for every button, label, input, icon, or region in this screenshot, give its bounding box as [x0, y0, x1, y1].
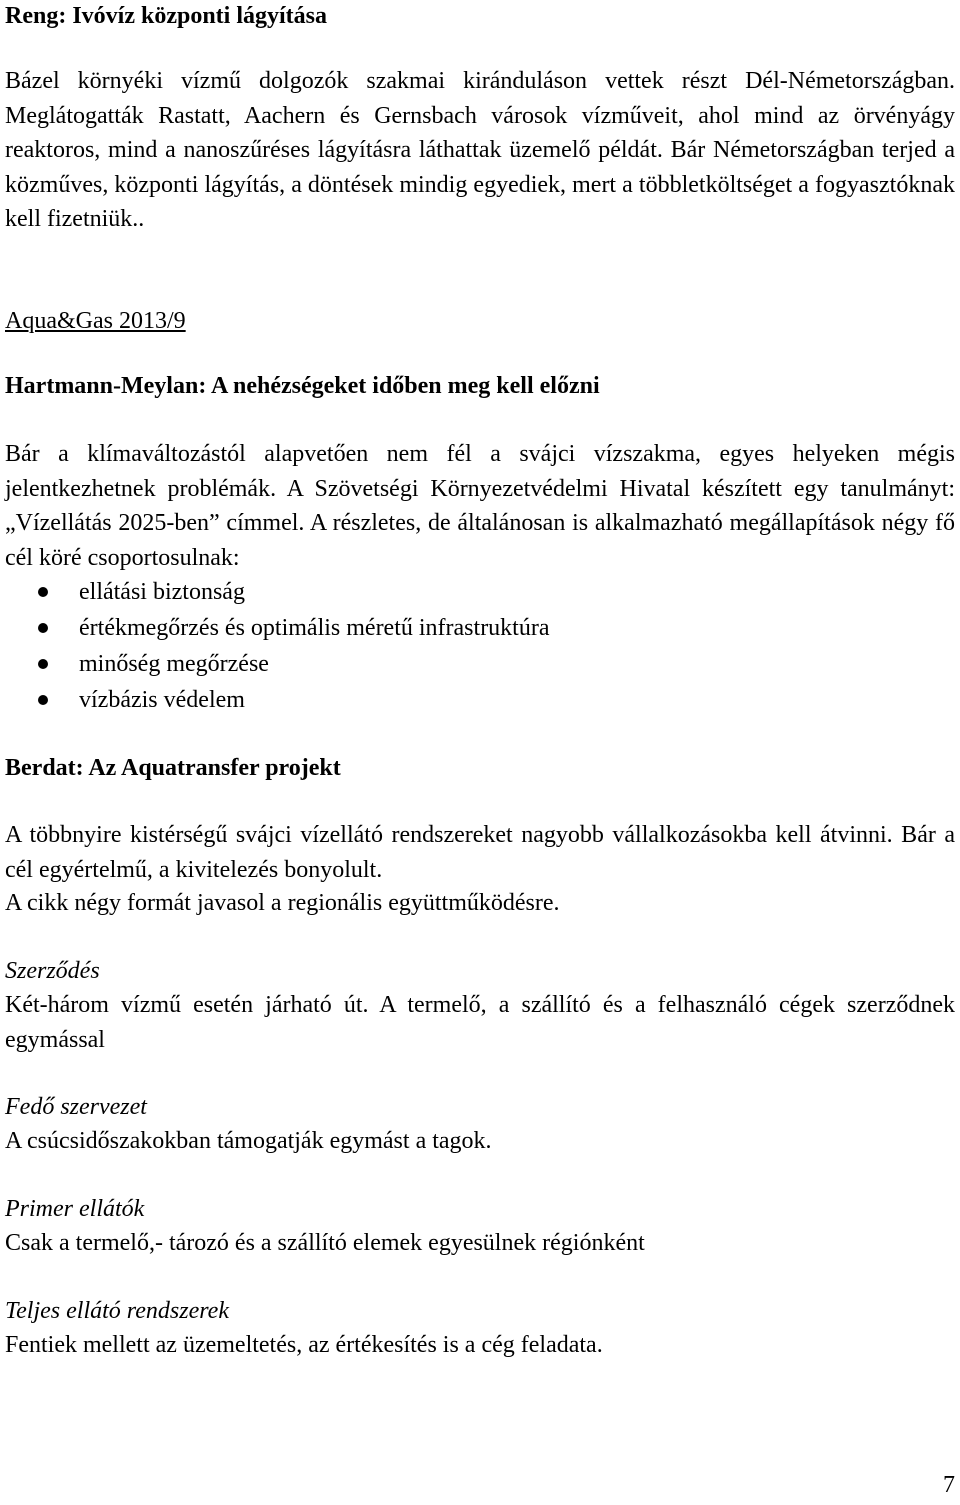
section1-body: Bázel környéki vízmű dolgozók szakmai kiránduláson vettek részt Dél-Németországban. Meglátogatták Rastatt, Aachern és Gernsbach városok vízműveit, ahol mind az örvényágy reaktoros, mind a nanoszűréses lágyításra láthattak üzemelő példát. Bár Németországban terjed a közműves, központi lágyítás, a döntések mindig egyediek, mert a többletköltséget a fogyasztóknak kell fizetniük.. [5, 68, 955, 232]
form-text: Csak a termelő,- tározó és a szállító elemek egyesülnek régiónként [5, 1230, 645, 1256]
form-text: A csúcsidőszakokban támogatják egymást a tagok. [5, 1128, 492, 1154]
source-reference: Aqua&Gas 2013/9 [5, 308, 186, 334]
form-name: Szerződés [5, 958, 100, 984]
form-name: Primer ellátók [5, 1196, 145, 1222]
section2-body: Bár a klímaváltozástól alapvetően nem fél a svájci vízszakma, egyes helyeken mégis jelentkezhetnek problémák. A Szövetségi Környezetvédelmi Hivatal készített egy tanulmányt: „Vízellátás 2025-ben” címmel. A részletes, de általánosan is alkalmazható megállapítások négy fő cél köré csoportosulnak: [5, 441, 955, 571]
section1-title: Reng: Ivóvíz központi lágyítása [5, 3, 328, 29]
form-text: Fentiek mellett az üzemeltetés, az értékesítés is a cég feladata. [5, 1332, 603, 1358]
bullet-icon [38, 695, 48, 705]
section2-title: Hartmann-Meylan: A nehézségeket időben meg kell előzni [5, 373, 600, 399]
form-name: Teljes ellátó rendszerek [5, 1298, 229, 1324]
bullet-icon [38, 587, 48, 597]
goals-list [5, 574, 955, 718]
section3-body2: A cikk négy formát javasol a regionális együttműködésre. [5, 890, 560, 916]
section3-title: Berdat: Az Aquatransfer projekt [5, 755, 341, 781]
list-item: ellátási biztonság [5, 574, 955, 610]
list-item: minőség megőrzése [5, 646, 955, 682]
form-text: Két-három vízmű esetén járható út. A termelő, a szállító és a felhasználó cégek szerződnek egymással [5, 992, 955, 1053]
bullet-icon [38, 659, 48, 669]
section3-body: A többnyire kistérségű svájci vízellátó rendszereket nagyobb vállalkozásokba kell átvinni. Bár a cél egyértelmű, a kivitelezés bonyolult. [5, 822, 955, 883]
bullet-icon [38, 623, 48, 633]
list-item: vízbázis védelem [5, 682, 955, 718]
page-number: 7 [943, 1472, 955, 1498]
list-item: értékmegőrzés és optimális méretű infrastruktúra [5, 610, 955, 646]
form-name: Fedő szervezet [5, 1094, 147, 1120]
